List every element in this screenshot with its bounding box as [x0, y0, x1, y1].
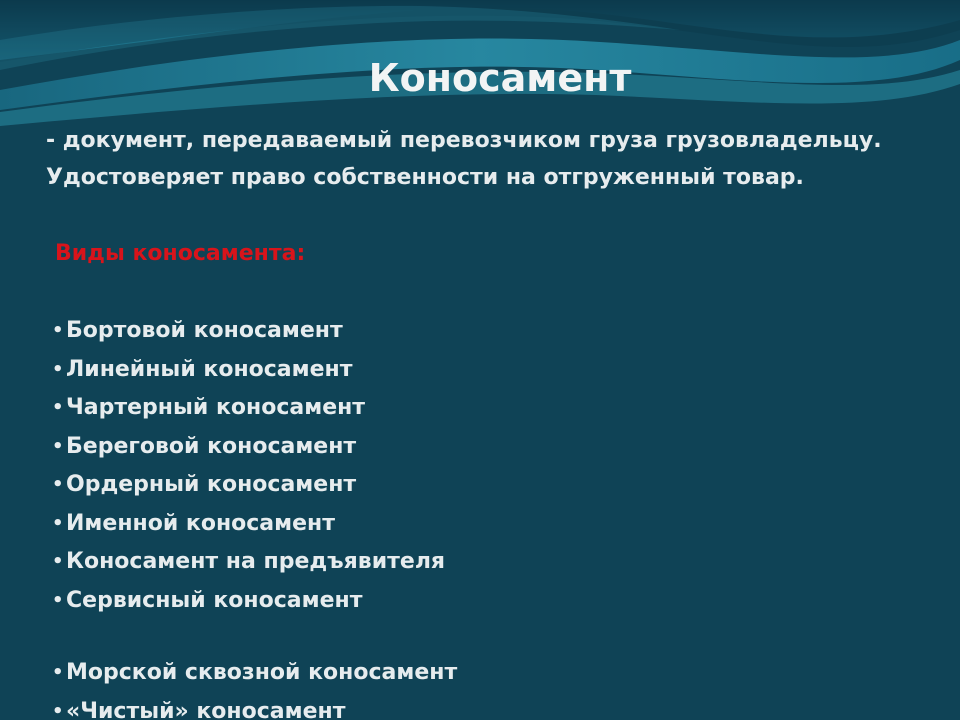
- slide-title: Коносамент: [368, 56, 632, 100]
- list-spacer: [52, 620, 457, 654]
- list-item: • Именной коносамент: [52, 505, 457, 544]
- list-item: • Бортовой коносамент: [52, 312, 457, 351]
- list-item: • Морской сквозной коносамент: [52, 654, 457, 693]
- bullet-icon: •: [52, 397, 64, 418]
- list-item: • Коносамент на предъявителя: [52, 543, 457, 582]
- bullet-icon: •: [52, 551, 64, 572]
- bullet-icon: •: [52, 512, 64, 534]
- bullet-icon: •: [52, 589, 64, 611]
- bullet-icon: •: [52, 320, 64, 341]
- bullet-icon: •: [52, 474, 64, 495]
- list-item: • Ордерный коносамент: [52, 466, 457, 505]
- list-item: • Чартерный коносамент: [52, 389, 457, 428]
- bullet-icon: •: [52, 662, 64, 683]
- list-item: • Линейный коносамент: [52, 351, 457, 390]
- list-item: • «Чистый» коносамент: [52, 693, 457, 720]
- list-item: • Береговой коносамент: [52, 428, 457, 467]
- bullet-icon: •: [52, 358, 64, 380]
- list-item: • Сервисный коносамент: [52, 582, 457, 621]
- types-heading: Виды коносамента:: [55, 241, 306, 266]
- bullet-icon: •: [52, 700, 64, 720]
- types-list: [52, 312, 457, 720]
- definition-text: - документ, передаваемый перевозчиком груза грузовладельцу. Удостоверяет право собственности на отгруженный товар.: [46, 128, 882, 190]
- bullet-icon: •: [52, 435, 64, 457]
